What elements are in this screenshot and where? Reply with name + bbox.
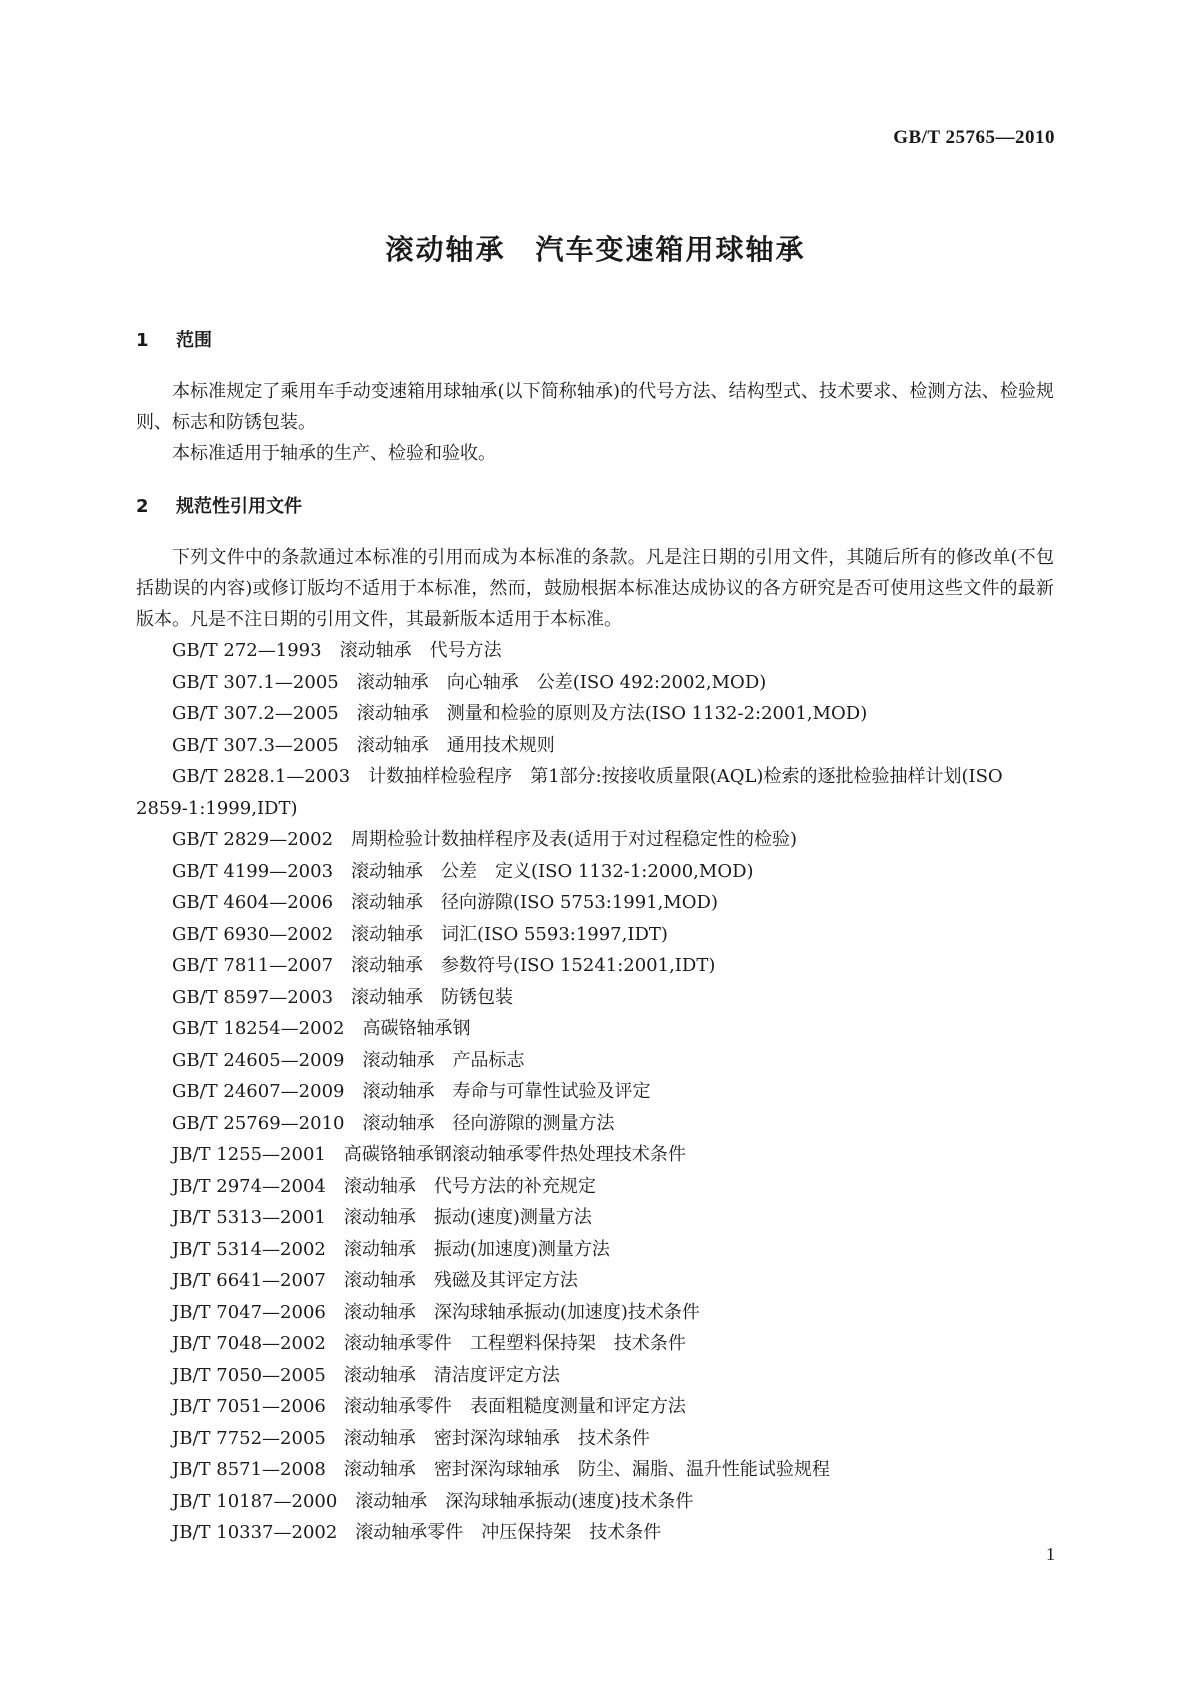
document-title: 滚动轴承 汽车变速箱用球轴承 <box>385 233 806 266</box>
reference-item: GB/T 2829—2002 周期检验计数抽样程序及表(适用于对过程稳定性的检验) <box>172 829 798 850</box>
reference-list <box>136 635 1054 1549</box>
reference-item: JB/T 10187—2000 滚动轴承 深沟球轴承振动(速度)技术条件 <box>172 1490 694 1512</box>
reference-item: GB/T 24607—2009 滚动轴承 寿命与可靠性试验及评定 <box>172 1081 651 1102</box>
section-title: 范围 <box>176 330 212 351</box>
reference-item: GB/T 4199—2003 滚动轴承 公差 定义(ISO 1132-1:2000,MOD) <box>172 860 754 882</box>
reference-item: JB/T 8571—2008 滚动轴承 密封深沟球轴承 防尘、漏脂、温升性能试验规程 <box>172 1459 830 1480</box>
reference-item: GB/T 8597—2003 滚动轴承 防锈包装 <box>172 986 514 1008</box>
document-body <box>136 325 1054 1549</box>
reference-item: GB/T 307.1—2005 滚动轴承 向心轴承 公差(ISO 492:2002,MOD) <box>172 671 767 693</box>
scope-paragraph: 本标准规定了乘用车手动变速箱用球轴承(以下简称轴承)的代号方法、结构型式、技术要求、检测方法、检验规则、标志和防锈包装。 <box>136 381 1054 433</box>
reference-item: JB/T 5313—2001 滚动轴承 振动(速度)测量方法 <box>172 1207 592 1228</box>
reference-item: GB/T 18254—2002 高碳铬轴承钢 <box>172 1018 471 1039</box>
references-intro-paragraph: 下列文件中的条款通过本标准的引用而成为本标准的条款。凡是注日期的引用文件，其随后所有的修改单(不包括勘误的内容)或修订版均不适用于本标准，然而，鼓励根据本标准达成协议的各方研究是否可使用这些文件的最新版本。凡是不注日期的引用文件，其最新版本适用于本标准。 <box>136 547 1054 630</box>
reference-item: JB/T 7047—2006 滚动轴承 深沟球轴承振动(加速度)技术条件 <box>172 1301 700 1323</box>
reference-item: GB/T 4604—2006 滚动轴承 径向游隙(ISO 5753:1991,MOD) <box>172 892 719 913</box>
section-number: 1 <box>136 330 149 351</box>
reference-item: GB/T 6930—2002 滚动轴承 词汇(ISO 5593:1997,IDT) <box>172 923 668 945</box>
reference-item: JB/T 7050—2005 滚动轴承 清洁度评定方法 <box>172 1364 560 1386</box>
reference-item: JB/T 7752—2005 滚动轴承 密封深沟球轴承 技术条件 <box>172 1427 650 1449</box>
reference-item: GB/T 307.2—2005 滚动轴承 测量和检验的原则及方法(ISO 1132-2:2001,MOD) <box>172 703 868 724</box>
reference-item: JB/T 7051—2006 滚动轴承零件 表面粗糙度测量和评定方法 <box>172 1396 686 1417</box>
section-heading-normative-references <box>136 491 1054 522</box>
standard-code: GB/T 25765—2010 <box>893 127 1055 148</box>
reference-item: JB/T 6641—2007 滚动轴承 残磁及其评定方法 <box>172 1270 578 1291</box>
reference-item: GB/T 272—1993 滚动轴承 代号方法 <box>172 640 502 661</box>
reference-item: JB/T 10337—2002 滚动轴承零件 冲压保持架 技术条件 <box>172 1522 662 1543</box>
reference-item: GB/T 25769—2010 滚动轴承 径向游隙的测量方法 <box>172 1112 615 1134</box>
reference-item: JB/T 7048—2002 滚动轴承零件 工程塑料保持架 技术条件 <box>172 1333 686 1354</box>
reference-item: GB/T 7811—2007 滚动轴承 参数符号(ISO 15241:2001,IDT) <box>172 955 716 976</box>
reference-item: GB/T 307.3—2005 滚动轴承 通用技术规则 <box>172 734 555 756</box>
section-title: 规范性引用文件 <box>176 496 302 517</box>
reference-item: JB/T 5314—2002 滚动轴承 振动(加速度)测量方法 <box>172 1238 610 1260</box>
section-number: 2 <box>136 496 149 517</box>
section-heading-scope <box>136 325 1054 356</box>
page-number: 1 <box>1046 1544 1055 1564</box>
reference-item: JB/T 1255—2001 高碳铬轴承钢滚动轴承零件热处理技术条件 <box>172 1144 686 1165</box>
reference-item: JB/T 2974—2004 滚动轴承 代号方法的补充规定 <box>172 1175 596 1197</box>
scope-paragraph: 本标准适用于轴承的生产、检验和验收。 <box>172 443 496 464</box>
reference-item: GB/T 2828.1—2003 计数抽样检验程序 第1部分:按接收质量限(AQL)检索的逐批检验抽样计划(ISO 2859-1:1999,IDT) <box>136 766 1009 819</box>
reference-item: GB/T 24605—2009 滚动轴承 产品标志 <box>172 1049 525 1071</box>
